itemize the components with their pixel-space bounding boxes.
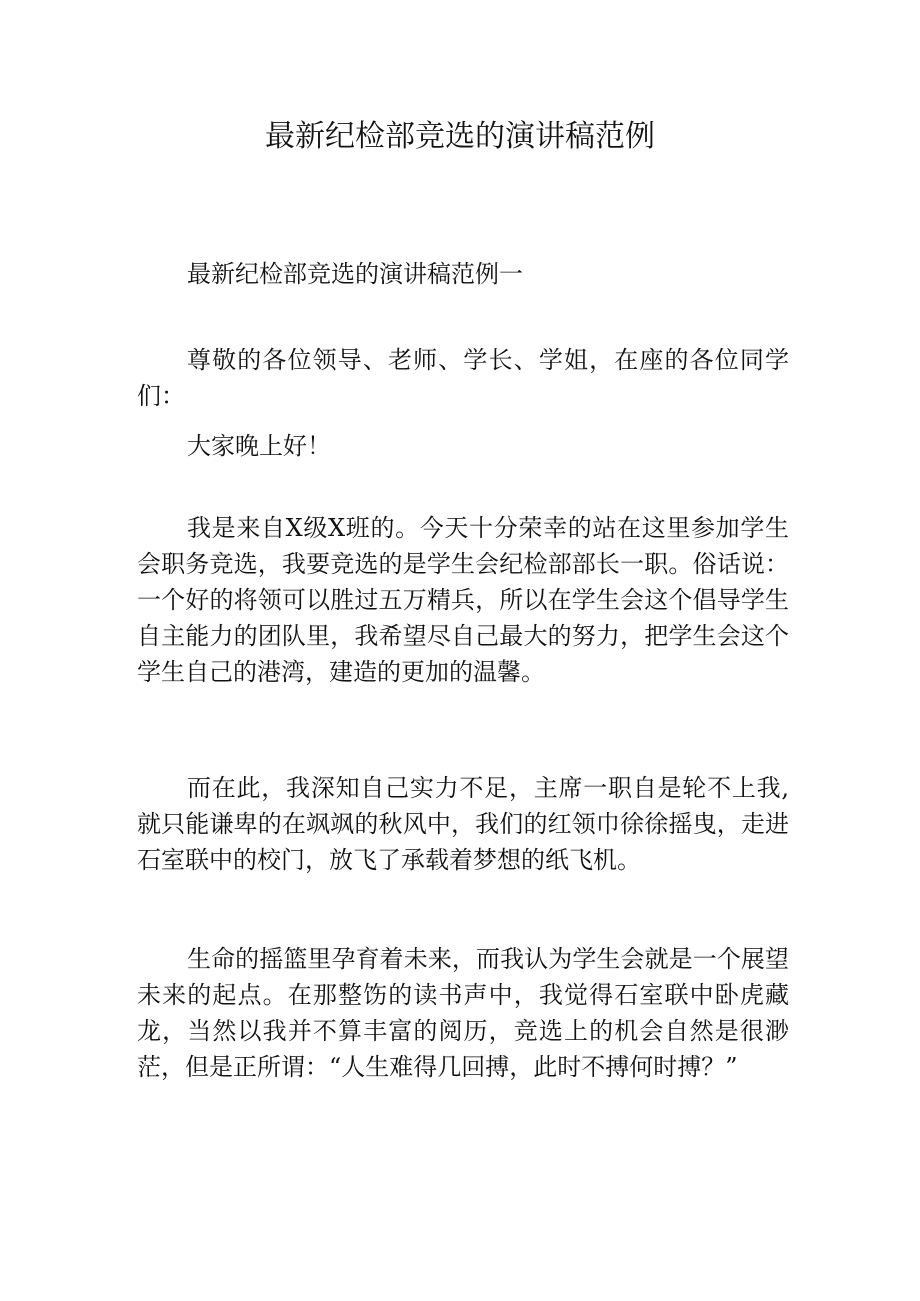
salutation [137,342,789,414]
document-title: 最新纪检部竞选的演讲稿范例 [265,119,655,154]
paragraph [137,510,789,690]
salutation-text: 尊敬的各位领导、老师、学长、学姐，在座的各位同学们： [137,346,789,410]
paragraph-text: 而在此，我深知自己实力不足，主席一职自是轮不上我,就只能谦卑的在飒飒的秋风中，我们的红领巾徐徐摇曳，走进石室联中的校门，放飞了承载着梦想的纸飞机。 [137,774,789,874]
paragraph [137,941,789,1085]
subtitle-text: 最新纪检部竞选的演讲稿范例一 [187,260,523,288]
greeting [137,428,789,464]
paragraph-text: 生命的摇篮里孕育着未来，而我认为学生会就是一个展望未来的起点。在那整饬的读书声中，我觉得石室联中卧虎藏龙，当然以我并不算丰富的阅历，竞选上的机会自然是很渺茫，但是正所谓：“人生难得几回搏，此时不搏何时搏？” [137,945,789,1081]
paragraph [137,770,789,878]
section-subtitle [137,256,789,292]
paragraph-text: 我是来自X级X班的。今天十分荣幸的站在这里参加学生会职务竞选，我要竞选的是学生会纪检部部长一职。俗话说：一个好的将领可以胜过五万精兵，所以在学生会这个倡导学生自主能力的团队里，我希望尽自己最大的努力，把学生会这个学生自己的港湾，建造的更加的温馨。 [137,514,789,686]
greeting-text: 大家晚上好！ [187,432,331,460]
